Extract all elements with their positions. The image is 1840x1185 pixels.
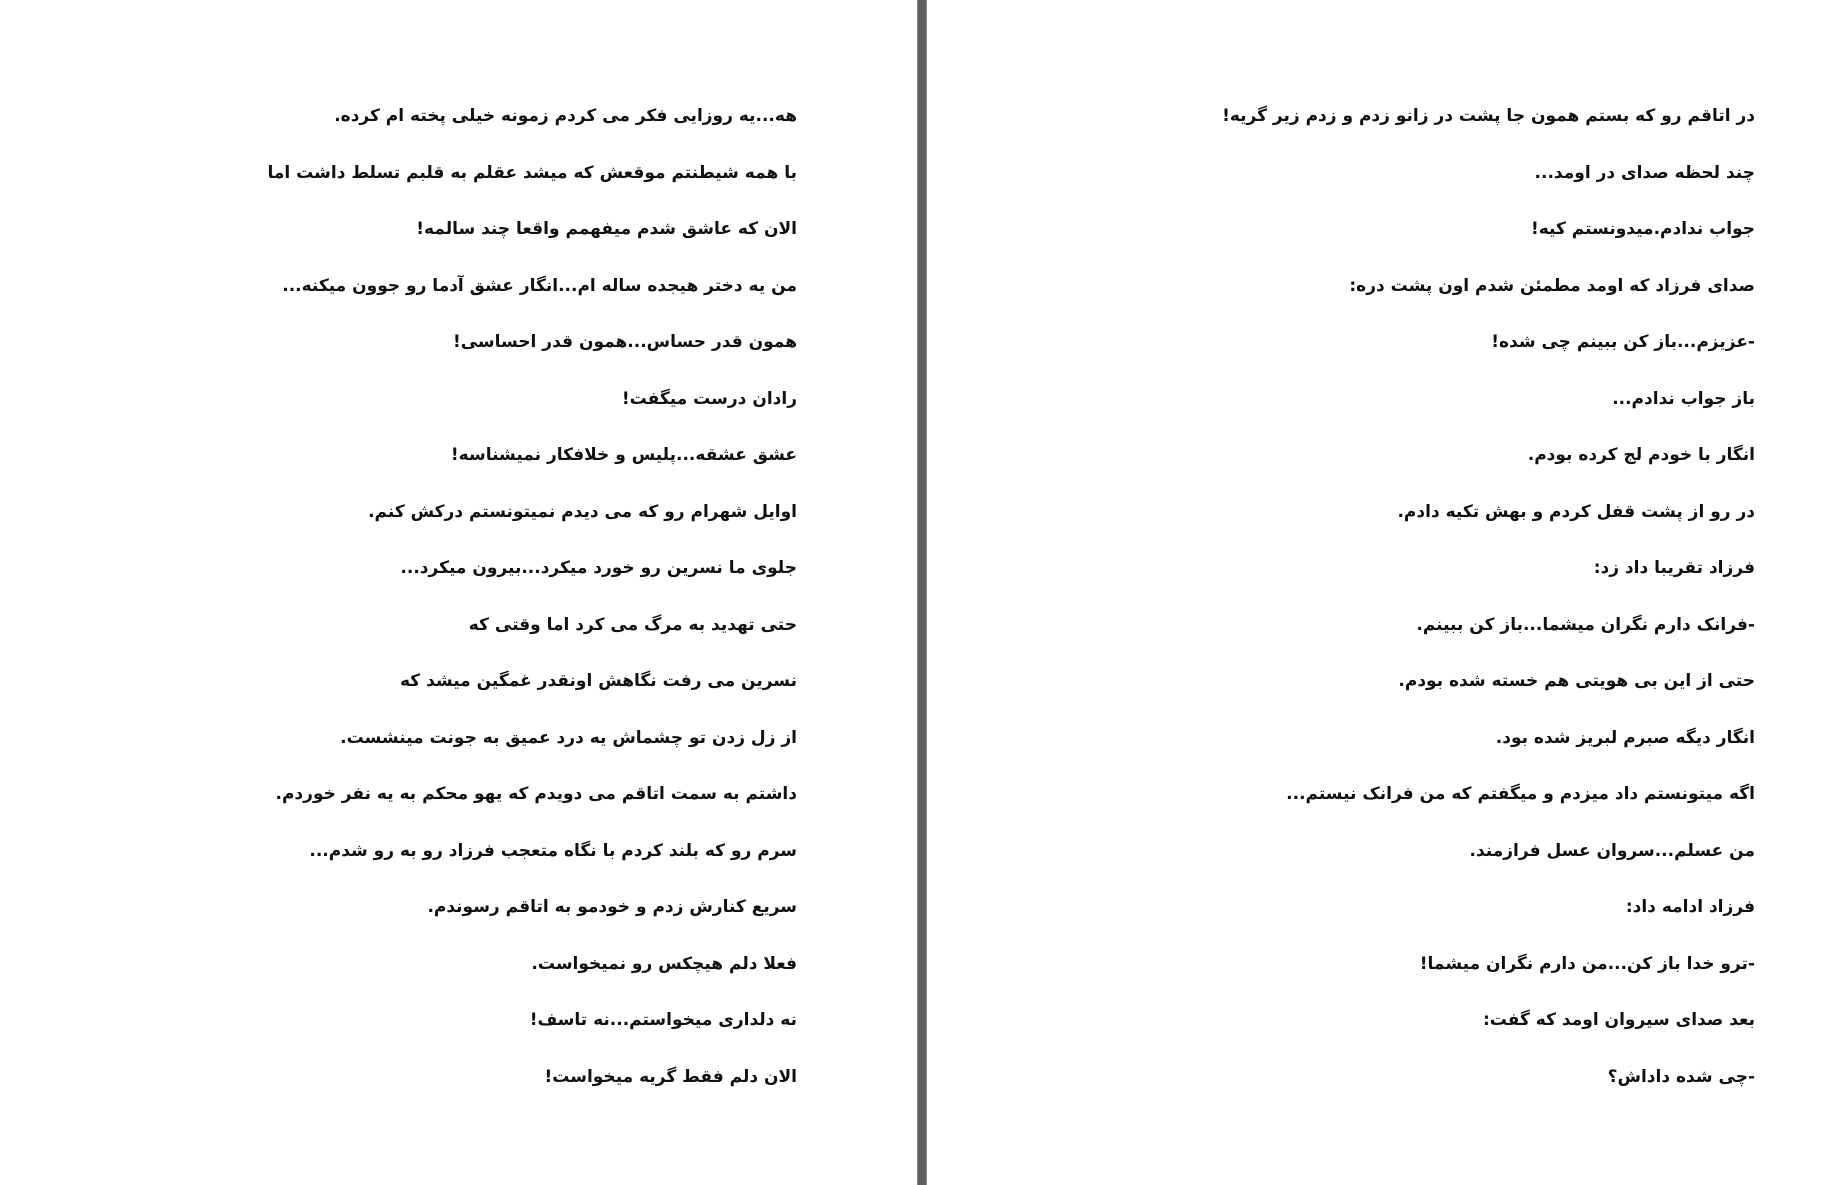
text-line: باز جواب ندادم... [1612,388,1755,409]
text-line: انگار دیگه صبرم لبریز شده بود. [1495,727,1755,748]
text-line: -ترو خدا باز کن...من دارم نگران میشما! [1419,953,1755,974]
text-line: -عزیزم...باز کن ببینم چی شده! [1491,332,1755,352]
text-line: صدای فرزاد که اومد مطمئن شدم اون پشت دره: [1349,275,1755,296]
text-line: فعلا دلم هیچکس رو نمیخواست. [531,953,797,974]
text-line: من یه دختر هیجده ساله ام...انگار عشق آدما رو جوون میکنه... [282,275,797,296]
text-line: حتی تهدید به مرگ می کرد اما وقتی که [468,614,797,635]
text-line: رادان درست میگفت! [621,388,797,409]
text-line: فرزاد تقریبا داد زد: [1593,558,1755,578]
text-line: از زل زدن تو چشماش یه درد عمیق به جونت مینشست. [340,727,797,748]
text-line: عشق عشقه...پلیس و خلافکار نمیشناسه! [450,445,797,465]
text-line: با همه شیطنتم موقعش که میشد عقلم به قلبم تسلط داشت اما [267,162,797,183]
text-line: نسرین می رفت نگاهش اونقدر غمگین میشد که [399,671,797,691]
text-line: نه دلداری میخواستم...نه تاسف! [529,1010,797,1030]
text-line: -چی شده داداش؟ [1607,1066,1755,1087]
text-line: حتی از این بی هویتی هم خسته شده بودم. [1398,671,1755,691]
text-line: فرزاد ادامه داد: [1625,897,1755,917]
text-line: انگار با خودم لج کرده بودم. [1527,445,1755,465]
text-line: چند لحظه صدای در اومد... [1534,162,1755,183]
text-line: من عسلم...سروان عسل فرازمند. [1469,840,1755,861]
text-line: -فرانک دارم نگران میشما...باز کن ببینم. [1416,614,1755,635]
left-page [0,0,917,1185]
page-divider [917,0,927,1185]
text-line: اگه میتونستم داد میزدم و میگفتم که من فرانک نیستم... [1286,784,1755,804]
text-line: هه...یه روزایی فکر می کردم زمونه خیلی پخته ام کرده. [334,106,797,126]
text-line: در رو از پشت قفل کردم و بهش تکیه دادم. [1397,501,1755,522]
right-page [927,0,1840,1185]
text-line: در اتاقم رو که بستم همون جا پشت در زانو زدم و زدم زیر گریه! [1222,106,1755,126]
text-line: همون قدر حساس...همون قدر احساسی! [452,332,797,352]
text-line: الان که عاشق شدم میفهمم واقعا چند سالمه! [416,219,797,239]
text-line: اوایل شهرام رو که می دیدم نمیتونستم درکش کنم. [368,501,797,522]
left-page-text [237,105,797,1122]
text-line: داشتم به سمت اتاقم می دویدم که یهو محکم به یه نفر خوردم. [275,784,797,804]
text-line: الان دلم فقط گریه میخواست! [544,1066,797,1087]
text-line: جواب ندادم.میدونستم کیه! [1530,219,1755,239]
text-line: سریع کنارش زدم و خودمو به اتاقم رسوندم. [427,897,797,917]
text-line: سرم رو که بلند کردم با نگاه متعجب فرزاد رو به رو شدم... [309,840,797,861]
text-line: بعد صدای سیروان اومد که گفت: [1482,1010,1755,1030]
right-page-text [1115,105,1755,1122]
text-line: جلوی ما نسرین رو خورد میکرد...بیرون میکرد... [400,558,797,578]
